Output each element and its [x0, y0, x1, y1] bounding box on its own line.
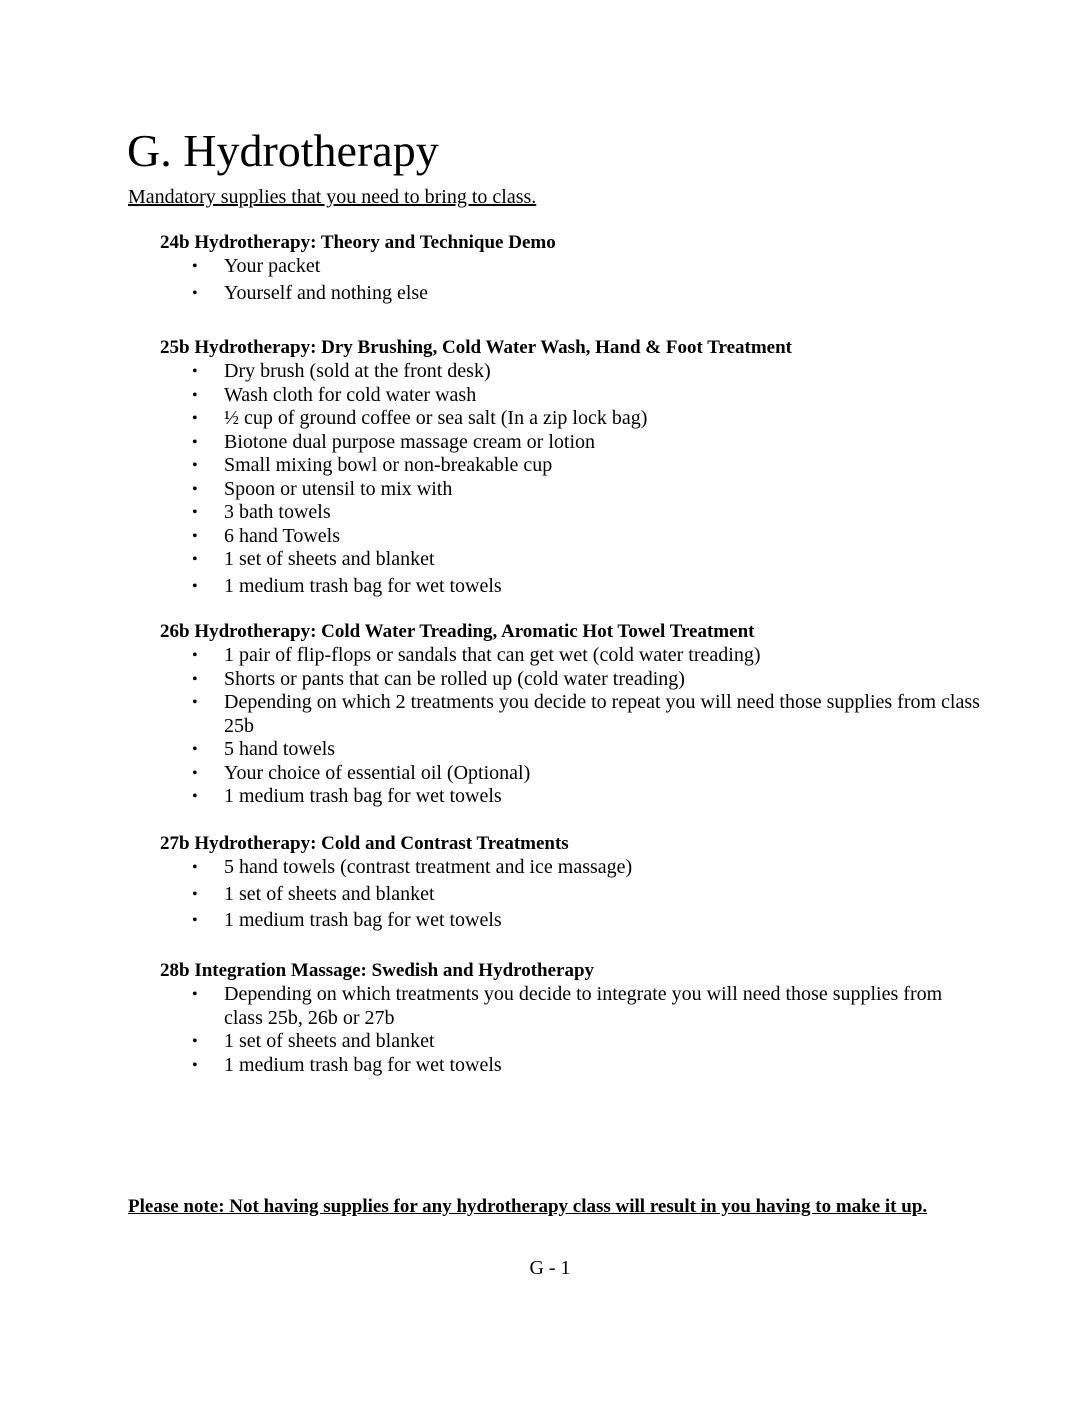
bullet-icon: • — [192, 788, 198, 805]
section-heading: 27b Hydrotherapy: Cold and Contrast Treatments — [160, 833, 569, 854]
bullet-icon: • — [192, 647, 198, 664]
section-28b — [160, 959, 980, 1077]
list-item: • Small mixing bowl or non-breakable cup — [192, 454, 553, 476]
list-item: • 1 pair of flip-flops or sandals that can get wet (cold water treading) — [192, 644, 761, 666]
section-27b — [160, 832, 980, 933]
bullet-icon: • — [192, 258, 198, 275]
list-item: • 1 medium trash bag for wet towels — [192, 1053, 502, 1076]
list-item: • Shorts or pants that can be rolled up (cold water treading) — [192, 667, 685, 690]
important-note: Please note: Not having supplies for any hydrotherapy class will result in you having to make it up. — [128, 1196, 928, 1217]
page-number: G - 1 — [529, 1257, 571, 1279]
list-item: • Your packet — [192, 255, 321, 277]
supply-list — [160, 360, 980, 598]
list-item: • 1 set of sheets and blanket — [192, 1030, 435, 1052]
section-heading: 24b Hydrotherapy: Theory and Technique Demo — [160, 232, 556, 253]
list-item: • 1 medium trash bag for wet towels — [192, 909, 502, 931]
bullet-icon: • — [192, 912, 198, 929]
bullet-icon: • — [192, 527, 198, 545]
list-item: • Yourself and nothing else — [192, 281, 429, 304]
bullet-icon: • — [192, 577, 198, 595]
bullet-icon: • — [192, 859, 198, 876]
supply-list — [160, 856, 980, 933]
bullet-icon: • — [192, 363, 198, 380]
section-25b — [160, 336, 980, 598]
supply-list — [160, 255, 980, 305]
bullet-icon: • — [192, 433, 198, 451]
list-item: • Depending on which treatments you decide to integrate you will need those supplies from class 25b, 26b or 27b — [192, 983, 943, 1029]
bullet-icon: • — [192, 504, 198, 521]
list-item: • 1 medium trash bag for wet towels — [192, 574, 502, 597]
supply-list — [160, 983, 980, 1077]
list-item: • 6 hand Towels — [192, 524, 340, 547]
bullet-icon: • — [192, 457, 198, 474]
list-item: • Depending on which 2 treatments you decide to repeat you will need those supplies from class 25b — [192, 691, 980, 737]
bullet-icon: • — [192, 386, 198, 404]
section-24b — [160, 231, 980, 305]
bullet-icon: • — [192, 694, 198, 711]
list-item: • 1 set of sheets and blanket — [192, 882, 435, 905]
list-item: • 3 bath towels — [192, 501, 331, 523]
list-item: • Dry brush (sold at the front desk) — [192, 360, 491, 382]
bullet-icon: • — [192, 885, 198, 903]
bullet-icon: • — [192, 764, 198, 782]
bullet-icon: • — [192, 1056, 198, 1074]
bullet-icon: • — [192, 986, 198, 1003]
bullet-icon: • — [192, 480, 198, 498]
list-item: • ½ cup of ground coffee or sea salt (In a zip lock bag) — [192, 407, 648, 429]
page-title: G. Hydrotherapy — [127, 125, 439, 176]
bullet-icon: • — [192, 670, 198, 688]
page-subtitle: Mandatory supplies that you need to bring to class. — [128, 186, 537, 208]
bullet-icon: • — [192, 284, 198, 302]
list-item: • Your choice of essential oil (Optional) — [192, 761, 531, 784]
bullet-icon: • — [192, 410, 198, 427]
section-26b — [160, 620, 980, 809]
list-item: • Wash cloth for cold water wash — [192, 383, 477, 406]
bullet-icon: • — [192, 741, 198, 758]
list-item: • 5 hand towels (contrast treatment and ice massage) — [192, 856, 633, 878]
list-item: • Biotone dual purpose massage cream or lotion — [192, 430, 596, 453]
list-item: • 1 set of sheets and blanket — [192, 548, 435, 570]
bullet-icon: • — [192, 551, 198, 568]
list-item: • 1 medium trash bag for wet towels — [192, 785, 502, 807]
bullet-icon: • — [192, 1033, 198, 1050]
list-item: • Spoon or utensil to mix with — [192, 477, 453, 500]
section-heading: 26b Hydrotherapy: Cold Water Treading, Aromatic Hot Towel Treatment — [160, 621, 755, 642]
list-item: • 5 hand towels — [192, 738, 336, 760]
section-heading: 25b Hydrotherapy: Dry Brushing, Cold Water Wash, Hand & Foot Treatment — [160, 337, 792, 358]
supply-list — [160, 644, 980, 809]
section-heading: 28b Integration Massage: Swedish and Hydrotherapy — [160, 960, 595, 981]
